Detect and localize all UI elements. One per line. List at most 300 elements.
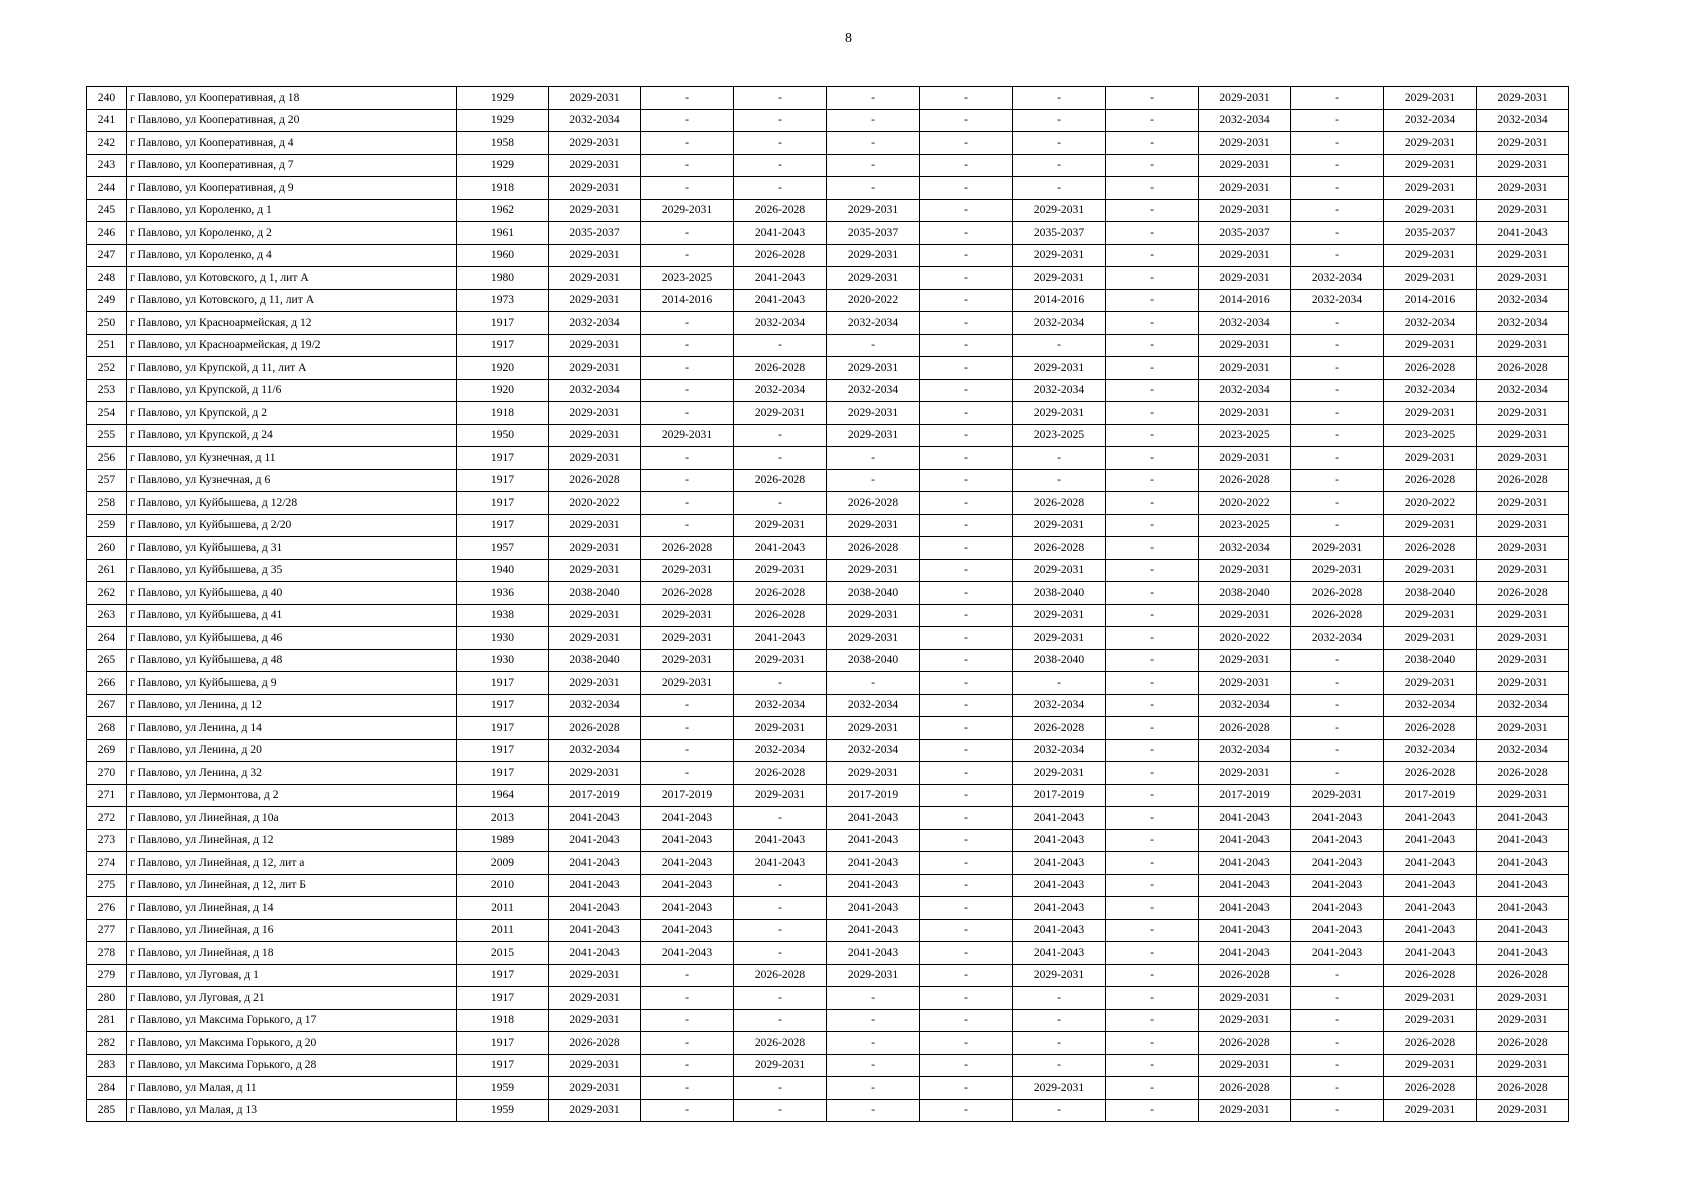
year-built-cell: 1961 xyxy=(457,222,549,245)
term-4-cell: - xyxy=(827,1032,920,1055)
term-3-cell: 2026-2028 xyxy=(734,762,827,785)
address-cell: г Павлово, ул Кооперативная, д 7 xyxy=(127,154,457,177)
address-cell: г Павлово, ул Красноармейская, д 12 xyxy=(127,312,457,335)
term-5-cell: - xyxy=(920,852,1013,875)
term-4-cell: 2029-2031 xyxy=(827,627,920,650)
term-9-cell: 2032-2034 xyxy=(1291,267,1384,290)
term-9-cell: - xyxy=(1291,672,1384,695)
term-9-cell: - xyxy=(1291,1009,1384,1032)
term-4-cell: 2041-2043 xyxy=(827,874,920,897)
row-number-cell: 278 xyxy=(87,942,127,965)
term-6-cell: - xyxy=(1013,132,1106,155)
term-11-cell: 2026-2028 xyxy=(1477,582,1569,605)
row-number-cell: 253 xyxy=(87,379,127,402)
term-10-cell: 2020-2022 xyxy=(1384,492,1477,515)
term-8-cell: 2029-2031 xyxy=(1199,559,1291,582)
year-built-cell: 1929 xyxy=(457,109,549,132)
term-11-cell: 2029-2031 xyxy=(1477,334,1569,357)
term-3-cell: - xyxy=(734,154,827,177)
address-cell: г Павлово, ул Крупской, д 11/6 xyxy=(127,379,457,402)
term-5-cell: - xyxy=(920,559,1013,582)
term-2-cell: 2041-2043 xyxy=(641,829,734,852)
term-2-cell: - xyxy=(641,1077,734,1100)
term-10-cell: 2017-2019 xyxy=(1384,784,1477,807)
row-number-cell: 269 xyxy=(87,739,127,762)
term-8-cell: 2029-2031 xyxy=(1199,199,1291,222)
term-3-cell: - xyxy=(734,1099,827,1122)
term-4-cell: 2026-2028 xyxy=(827,492,920,515)
term-2-cell: 2029-2031 xyxy=(641,649,734,672)
year-built-cell: 1929 xyxy=(457,154,549,177)
term-2-cell: 2023-2025 xyxy=(641,267,734,290)
term-11-cell: 2029-2031 xyxy=(1477,784,1569,807)
table-row xyxy=(87,1099,1569,1122)
row-number-cell: 268 xyxy=(87,717,127,740)
term-11-cell: 2029-2031 xyxy=(1477,177,1569,200)
table-row xyxy=(87,672,1569,695)
address-cell: г Павлово, ул Ленина, д 20 xyxy=(127,739,457,762)
term-8-cell: 2029-2031 xyxy=(1199,649,1291,672)
row-number-cell: 242 xyxy=(87,132,127,155)
term-5-cell: - xyxy=(920,1099,1013,1122)
term-8-cell: 2029-2031 xyxy=(1199,357,1291,380)
term-10-cell: 2014-2016 xyxy=(1384,289,1477,312)
term-8-cell: 2029-2031 xyxy=(1199,244,1291,267)
term-7-cell: - xyxy=(1106,132,1199,155)
year-built-cell: 1918 xyxy=(457,402,549,425)
term-7-cell: - xyxy=(1106,514,1199,537)
table-row xyxy=(87,1077,1569,1100)
term-7-cell: - xyxy=(1106,199,1199,222)
term-8-cell: 2029-2031 xyxy=(1199,987,1291,1010)
term-3-cell: 2041-2043 xyxy=(734,222,827,245)
year-built-cell: 2010 xyxy=(457,874,549,897)
term-6-cell: 2017-2019 xyxy=(1013,784,1106,807)
term-7-cell: - xyxy=(1106,469,1199,492)
term-9-cell: 2041-2043 xyxy=(1291,874,1384,897)
term-4-cell: 2029-2031 xyxy=(827,964,920,987)
term-7-cell: - xyxy=(1106,694,1199,717)
term-5-cell: - xyxy=(920,897,1013,920)
term-11-cell: 2029-2031 xyxy=(1477,559,1569,582)
term-7-cell: - xyxy=(1106,222,1199,245)
term-10-cell: 2032-2034 xyxy=(1384,109,1477,132)
term-9-cell: 2032-2034 xyxy=(1291,289,1384,312)
term-10-cell: 2032-2034 xyxy=(1384,739,1477,762)
term-1-cell: 2029-2031 xyxy=(549,537,641,560)
term-11-cell: 2029-2031 xyxy=(1477,537,1569,560)
term-8-cell: 2029-2031 xyxy=(1199,672,1291,695)
row-number-cell: 249 xyxy=(87,289,127,312)
term-2-cell: - xyxy=(641,109,734,132)
term-10-cell: 2029-2031 xyxy=(1384,627,1477,650)
term-11-cell: 2029-2031 xyxy=(1477,604,1569,627)
term-11-cell: 2041-2043 xyxy=(1477,829,1569,852)
term-3-cell: 2026-2028 xyxy=(734,604,827,627)
year-built-cell: 1920 xyxy=(457,379,549,402)
term-2-cell: 2029-2031 xyxy=(641,604,734,627)
term-6-cell: 2041-2043 xyxy=(1013,897,1106,920)
term-4-cell: - xyxy=(827,672,920,695)
term-10-cell: 2029-2031 xyxy=(1384,267,1477,290)
year-built-cell: 1917 xyxy=(457,1032,549,1055)
term-5-cell: - xyxy=(920,964,1013,987)
term-11-cell: 2029-2031 xyxy=(1477,447,1569,470)
term-10-cell: 2029-2031 xyxy=(1384,1009,1477,1032)
address-cell: г Павлово, ул Максима Горького, д 20 xyxy=(127,1032,457,1055)
term-7-cell: - xyxy=(1106,267,1199,290)
term-8-cell: 2032-2034 xyxy=(1199,109,1291,132)
row-number-cell: 276 xyxy=(87,897,127,920)
term-11-cell: 2029-2031 xyxy=(1477,987,1569,1010)
year-built-cell: 1973 xyxy=(457,289,549,312)
address-cell: г Павлово, ул Котовского, д 1, лит А xyxy=(127,267,457,290)
term-4-cell: - xyxy=(827,177,920,200)
address-cell: г Павлово, ул Куйбышева, д 12/28 xyxy=(127,492,457,515)
term-5-cell: - xyxy=(920,289,1013,312)
term-10-cell: 2029-2031 xyxy=(1384,154,1477,177)
year-built-cell: 2015 xyxy=(457,942,549,965)
term-6-cell: 2041-2043 xyxy=(1013,852,1106,875)
term-3-cell: 2026-2028 xyxy=(734,964,827,987)
term-9-cell: - xyxy=(1291,762,1384,785)
row-number-cell: 277 xyxy=(87,919,127,942)
year-built-cell: 1980 xyxy=(457,267,549,290)
term-6-cell: - xyxy=(1013,469,1106,492)
table-row xyxy=(87,964,1569,987)
term-10-cell: 2029-2031 xyxy=(1384,177,1477,200)
term-10-cell: 2029-2031 xyxy=(1384,447,1477,470)
term-7-cell: - xyxy=(1106,424,1199,447)
term-11-cell: 2029-2031 xyxy=(1477,1054,1569,1077)
address-cell: г Павлово, ул Крупской, д 24 xyxy=(127,424,457,447)
term-3-cell: 2032-2034 xyxy=(734,739,827,762)
row-number-cell: 274 xyxy=(87,852,127,875)
term-11-cell: 2029-2031 xyxy=(1477,199,1569,222)
row-number-cell: 270 xyxy=(87,762,127,785)
term-1-cell: 2032-2034 xyxy=(549,694,641,717)
term-10-cell: 2026-2028 xyxy=(1384,357,1477,380)
term-8-cell: 2041-2043 xyxy=(1199,874,1291,897)
term-4-cell: 2029-2031 xyxy=(827,244,920,267)
term-10-cell: 2029-2031 xyxy=(1384,514,1477,537)
term-9-cell: - xyxy=(1291,222,1384,245)
year-built-cell: 1917 xyxy=(457,739,549,762)
term-3-cell: 2026-2028 xyxy=(734,469,827,492)
term-10-cell: 2029-2031 xyxy=(1384,244,1477,267)
term-3-cell: 2041-2043 xyxy=(734,289,827,312)
term-5-cell: - xyxy=(920,1077,1013,1100)
term-6-cell: 2032-2034 xyxy=(1013,694,1106,717)
term-9-cell: - xyxy=(1291,379,1384,402)
term-6-cell: - xyxy=(1013,672,1106,695)
term-3-cell: - xyxy=(734,919,827,942)
term-2-cell: - xyxy=(641,694,734,717)
term-6-cell: 2041-2043 xyxy=(1013,874,1106,897)
term-3-cell: 2032-2034 xyxy=(734,379,827,402)
term-6-cell: 2032-2034 xyxy=(1013,379,1106,402)
term-6-cell: 2029-2031 xyxy=(1013,604,1106,627)
row-number-cell: 284 xyxy=(87,1077,127,1100)
term-2-cell: - xyxy=(641,1099,734,1122)
term-7-cell: - xyxy=(1106,829,1199,852)
term-11-cell: 2041-2043 xyxy=(1477,807,1569,830)
term-11-cell: 2026-2028 xyxy=(1477,357,1569,380)
term-6-cell: 2029-2031 xyxy=(1013,199,1106,222)
term-2-cell: - xyxy=(641,357,734,380)
term-1-cell: 2020-2022 xyxy=(549,492,641,515)
term-6-cell: 2038-2040 xyxy=(1013,582,1106,605)
address-cell: г Павлово, ул Линейная, д 14 xyxy=(127,897,457,920)
row-number-cell: 275 xyxy=(87,874,127,897)
term-9-cell: - xyxy=(1291,469,1384,492)
term-4-cell: 2032-2034 xyxy=(827,739,920,762)
table-row xyxy=(87,357,1569,380)
term-11-cell: 2026-2028 xyxy=(1477,762,1569,785)
term-5-cell: - xyxy=(920,694,1013,717)
term-7-cell: - xyxy=(1106,852,1199,875)
table-row xyxy=(87,604,1569,627)
address-cell: г Павлово, ул Короленко, д 4 xyxy=(127,244,457,267)
year-built-cell: 1917 xyxy=(457,514,549,537)
address-cell: г Павлово, ул Линейная, д 10а xyxy=(127,807,457,830)
term-7-cell: - xyxy=(1106,1099,1199,1122)
table-row xyxy=(87,739,1569,762)
term-2-cell: 2017-2019 xyxy=(641,784,734,807)
term-2-cell: - xyxy=(641,312,734,335)
term-3-cell: - xyxy=(734,87,827,110)
year-built-cell: 1938 xyxy=(457,604,549,627)
term-1-cell: 2029-2031 xyxy=(549,514,641,537)
term-6-cell: 2029-2031 xyxy=(1013,627,1106,650)
term-10-cell: 2029-2031 xyxy=(1384,604,1477,627)
term-9-cell: 2026-2028 xyxy=(1291,582,1384,605)
term-4-cell: 2041-2043 xyxy=(827,942,920,965)
year-built-cell: 1917 xyxy=(457,447,549,470)
row-number-cell: 273 xyxy=(87,829,127,852)
term-2-cell: - xyxy=(641,379,734,402)
term-11-cell: 2041-2043 xyxy=(1477,852,1569,875)
term-1-cell: 2029-2031 xyxy=(549,559,641,582)
address-cell: г Павлово, ул Короленко, д 2 xyxy=(127,222,457,245)
term-11-cell: 2032-2034 xyxy=(1477,312,1569,335)
row-number-cell: 262 xyxy=(87,582,127,605)
term-11-cell: 2029-2031 xyxy=(1477,154,1569,177)
term-1-cell: 2029-2031 xyxy=(549,244,641,267)
row-number-cell: 240 xyxy=(87,87,127,110)
term-1-cell: 2029-2031 xyxy=(549,154,641,177)
term-11-cell: 2029-2031 xyxy=(1477,672,1569,695)
term-8-cell: 2041-2043 xyxy=(1199,919,1291,942)
term-5-cell: - xyxy=(920,604,1013,627)
term-4-cell: 2029-2031 xyxy=(827,514,920,537)
term-1-cell: 2026-2028 xyxy=(549,717,641,740)
term-5-cell: - xyxy=(920,672,1013,695)
term-5-cell: - xyxy=(920,154,1013,177)
term-11-cell: 2041-2043 xyxy=(1477,919,1569,942)
address-cell: г Павлово, ул Кузнечная, д 6 xyxy=(127,469,457,492)
page-number: 8 xyxy=(845,31,852,46)
term-10-cell: 2026-2028 xyxy=(1384,1077,1477,1100)
term-9-cell: - xyxy=(1291,739,1384,762)
table-row xyxy=(87,177,1569,200)
term-10-cell: 2029-2031 xyxy=(1384,1099,1477,1122)
term-10-cell: 2035-2037 xyxy=(1384,222,1477,245)
table-row xyxy=(87,492,1569,515)
year-built-cell: 1930 xyxy=(457,649,549,672)
term-11-cell: 2026-2028 xyxy=(1477,469,1569,492)
year-built-cell: 1917 xyxy=(457,334,549,357)
term-5-cell: - xyxy=(920,267,1013,290)
row-number-cell: 279 xyxy=(87,964,127,987)
term-2-cell: - xyxy=(641,1009,734,1032)
term-2-cell: 2029-2031 xyxy=(641,672,734,695)
term-2-cell: 2029-2031 xyxy=(641,424,734,447)
term-11-cell: 2029-2031 xyxy=(1477,132,1569,155)
year-built-cell: 1936 xyxy=(457,582,549,605)
term-7-cell: - xyxy=(1106,739,1199,762)
term-11-cell: 2032-2034 xyxy=(1477,379,1569,402)
term-7-cell: - xyxy=(1106,559,1199,582)
address-cell: г Павлово, ул Ленина, д 14 xyxy=(127,717,457,740)
table-row xyxy=(87,874,1569,897)
term-9-cell: - xyxy=(1291,492,1384,515)
address-cell: г Павлово, ул Куйбышева, д 41 xyxy=(127,604,457,627)
address-cell: г Павлово, ул Максима Горького, д 17 xyxy=(127,1009,457,1032)
term-11-cell: 2029-2031 xyxy=(1477,402,1569,425)
term-4-cell: - xyxy=(827,334,920,357)
table-row xyxy=(87,559,1569,582)
term-8-cell: 2029-2031 xyxy=(1199,267,1291,290)
row-number-cell: 257 xyxy=(87,469,127,492)
row-number-cell: 241 xyxy=(87,109,127,132)
term-5-cell: - xyxy=(920,739,1013,762)
term-1-cell: 2029-2031 xyxy=(549,289,641,312)
term-2-cell: - xyxy=(641,132,734,155)
term-7-cell: - xyxy=(1106,807,1199,830)
row-number-cell: 267 xyxy=(87,694,127,717)
term-7-cell: - xyxy=(1106,784,1199,807)
term-3-cell: 2041-2043 xyxy=(734,852,827,875)
address-cell: г Павлово, ул Красноармейская, д 19/2 xyxy=(127,334,457,357)
term-4-cell: 2041-2043 xyxy=(827,807,920,830)
year-built-cell: 1917 xyxy=(457,1054,549,1077)
term-9-cell: - xyxy=(1291,447,1384,470)
term-4-cell: 2038-2040 xyxy=(827,649,920,672)
term-7-cell: - xyxy=(1106,109,1199,132)
term-10-cell: 2038-2040 xyxy=(1384,649,1477,672)
year-built-cell: 1960 xyxy=(457,244,549,267)
term-11-cell: 2029-2031 xyxy=(1477,627,1569,650)
term-3-cell: - xyxy=(734,672,827,695)
term-6-cell: 2014-2016 xyxy=(1013,289,1106,312)
term-6-cell: 2029-2031 xyxy=(1013,244,1106,267)
table-row xyxy=(87,582,1569,605)
table-row xyxy=(87,469,1569,492)
term-10-cell: 2041-2043 xyxy=(1384,852,1477,875)
term-4-cell: 2029-2031 xyxy=(827,762,920,785)
term-8-cell: 2035-2037 xyxy=(1199,222,1291,245)
term-8-cell: 2029-2031 xyxy=(1199,1099,1291,1122)
row-number-cell: 261 xyxy=(87,559,127,582)
term-11-cell: 2026-2028 xyxy=(1477,964,1569,987)
repair-schedule-table xyxy=(86,86,1569,1122)
term-8-cell: 2029-2031 xyxy=(1199,402,1291,425)
term-2-cell: - xyxy=(641,514,734,537)
term-1-cell: 2032-2034 xyxy=(549,109,641,132)
row-number-cell: 281 xyxy=(87,1009,127,1032)
term-9-cell: - xyxy=(1291,649,1384,672)
term-10-cell: 2029-2031 xyxy=(1384,1054,1477,1077)
term-2-cell: 2014-2016 xyxy=(641,289,734,312)
table-row xyxy=(87,289,1569,312)
table-row xyxy=(87,379,1569,402)
term-10-cell: 2029-2031 xyxy=(1384,402,1477,425)
year-built-cell: 1929 xyxy=(457,87,549,110)
term-8-cell: 2041-2043 xyxy=(1199,807,1291,830)
term-8-cell: 2029-2031 xyxy=(1199,762,1291,785)
term-2-cell: - xyxy=(641,717,734,740)
term-3-cell: 2041-2043 xyxy=(734,627,827,650)
term-10-cell: 2026-2028 xyxy=(1384,469,1477,492)
term-9-cell: - xyxy=(1291,514,1384,537)
year-built-cell: 1959 xyxy=(457,1099,549,1122)
term-8-cell: 2029-2031 xyxy=(1199,1009,1291,1032)
address-cell: г Павлово, ул Кооперативная, д 4 xyxy=(127,132,457,155)
term-6-cell: 2029-2031 xyxy=(1013,559,1106,582)
row-number-cell: 254 xyxy=(87,402,127,425)
row-number-cell: 256 xyxy=(87,447,127,470)
term-4-cell: 2029-2031 xyxy=(827,604,920,627)
term-8-cell: 2032-2034 xyxy=(1199,739,1291,762)
table-row xyxy=(87,627,1569,650)
term-9-cell: 2032-2034 xyxy=(1291,627,1384,650)
term-10-cell: 2029-2031 xyxy=(1384,559,1477,582)
term-10-cell: 2041-2043 xyxy=(1384,897,1477,920)
row-number-cell: 255 xyxy=(87,424,127,447)
term-5-cell: - xyxy=(920,312,1013,335)
row-number-cell: 263 xyxy=(87,604,127,627)
term-8-cell: 2020-2022 xyxy=(1199,492,1291,515)
term-10-cell: 2032-2034 xyxy=(1384,312,1477,335)
table-row xyxy=(87,762,1569,785)
term-7-cell: - xyxy=(1106,672,1199,695)
table-row xyxy=(87,919,1569,942)
term-7-cell: - xyxy=(1106,244,1199,267)
term-3-cell: 2026-2028 xyxy=(734,1032,827,1055)
term-8-cell: 2029-2031 xyxy=(1199,334,1291,357)
term-9-cell: 2041-2043 xyxy=(1291,807,1384,830)
term-1-cell: 2038-2040 xyxy=(549,582,641,605)
table-row xyxy=(87,244,1569,267)
table-row xyxy=(87,447,1569,470)
term-4-cell: - xyxy=(827,1077,920,1100)
address-cell: г Павлово, ул Куйбышева, д 48 xyxy=(127,649,457,672)
term-5-cell: - xyxy=(920,874,1013,897)
term-4-cell: 2029-2031 xyxy=(827,424,920,447)
term-8-cell: 2038-2040 xyxy=(1199,582,1291,605)
term-8-cell: 2026-2028 xyxy=(1199,1077,1291,1100)
term-9-cell: - xyxy=(1291,694,1384,717)
term-5-cell: - xyxy=(920,762,1013,785)
term-7-cell: - xyxy=(1106,492,1199,515)
term-6-cell: - xyxy=(1013,109,1106,132)
term-11-cell: 2041-2043 xyxy=(1477,897,1569,920)
term-5-cell: - xyxy=(920,1054,1013,1077)
term-9-cell: - xyxy=(1291,312,1384,335)
term-6-cell: - xyxy=(1013,987,1106,1010)
term-1-cell: 2032-2034 xyxy=(549,379,641,402)
